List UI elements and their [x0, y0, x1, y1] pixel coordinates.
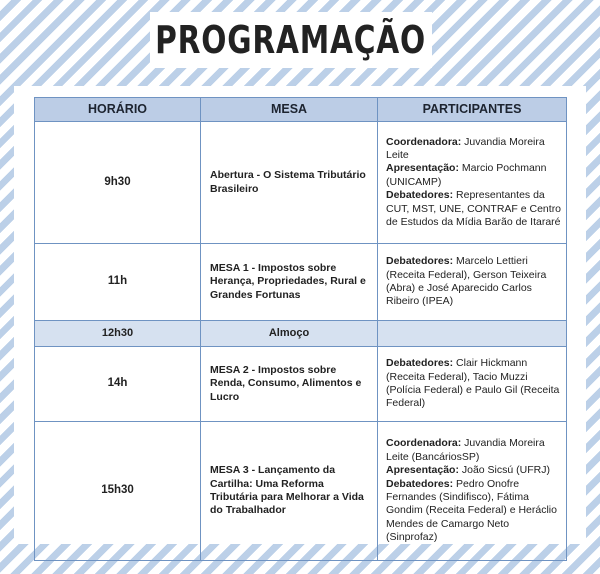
- participant-text: Marcelo Lettieri (Receita Federal), Gerson Teixeira (Abra) e José Aparecido Carlos Ribeiro (IPEA): [386, 255, 547, 308]
- row-table: MESA 3 - Lançamento da Cartilha: Uma Reforma Tributária para Melhorar a Vida do Trabalhador: [201, 422, 378, 561]
- lunch-label: Almoço: [201, 321, 378, 347]
- row-time: 14h: [35, 347, 201, 422]
- header-participants: PARTICIPANTES: [378, 98, 567, 122]
- row-table: Abertura - O Sistema Tributário Brasileiro: [201, 122, 378, 244]
- participant-text: Representantes da CUT, MST, UNE, CONTRAF e Centro de Estudos da Mídia Barão de Itararé: [386, 189, 562, 229]
- participant-entry: [386, 136, 545, 161]
- table-row: [35, 122, 567, 244]
- table-row: [35, 422, 567, 561]
- participant-entry: [386, 255, 546, 307]
- participant-text: Juvandia Moreira Leite: [386, 135, 545, 161]
- participant-entry: [386, 478, 557, 544]
- page-title: PROGRAMAÇÃO: [155, 18, 427, 62]
- participant-text: Juvandia Moreira Leite (BancáriosSP): [386, 437, 545, 463]
- row-participants: [378, 422, 567, 561]
- row-time: 15h30: [35, 422, 201, 561]
- lunch-row: [35, 321, 567, 347]
- participant-entry: [386, 437, 545, 462]
- participant-entry: [386, 464, 550, 476]
- participant-text: Clair Hickmann (Receita Federal), Tacio Muzzi (Polícia Federal) e Paulo Gil (Receita Federal): [386, 357, 560, 410]
- row-table: MESA 2 - Impostos sobre Renda, Consumo, Alimentos e Lucro: [201, 347, 378, 422]
- header-table: MESA: [201, 98, 378, 122]
- role-label: Debatedores:: [386, 255, 454, 268]
- header-time: HORÁRIO: [35, 98, 201, 122]
- role-label: Debatedores:: [386, 357, 454, 370]
- row-time: 9h30: [35, 122, 201, 244]
- participant-text: Marcio Pochmann (UNICAMP): [386, 162, 547, 188]
- row-participants: [378, 244, 567, 321]
- role-label: Coordenadora:: [386, 437, 462, 450]
- role-label: Apresentação:: [386, 162, 459, 175]
- row-table: MESA 1 - Impostos sobre Herança, Propriedades, Rural e Grandes Fortunas: [201, 244, 378, 321]
- row-time: 12h30: [35, 321, 201, 347]
- participant-text: João Sicsú (UFRJ): [458, 464, 550, 477]
- role-label: Coordenadora:: [386, 135, 462, 148]
- schedule-card: [14, 86, 586, 544]
- header-row: [35, 98, 567, 122]
- lunch-empty-cell: [378, 321, 567, 347]
- title-box: [150, 12, 432, 68]
- row-participants: [378, 122, 567, 244]
- role-label: Debatedores:: [386, 189, 454, 202]
- schedule-table: [34, 97, 567, 561]
- row-time: 11h: [35, 244, 201, 321]
- participant-entry: [386, 162, 547, 187]
- role-label: Debatedores:: [386, 477, 454, 490]
- table-row: [35, 347, 567, 422]
- role-label: Apresentação:: [386, 464, 459, 477]
- participant-entry: [386, 189, 561, 228]
- row-participants: [378, 347, 567, 422]
- participant-text: Pedro Onofre Fernandes (Sindifisco), Fátima Gondim (Receita Federal) e Heráclio Mendes de Camargo Neto (Sinprofaz): [386, 477, 557, 544]
- table-row: [35, 244, 567, 321]
- participant-entry: [386, 357, 559, 409]
